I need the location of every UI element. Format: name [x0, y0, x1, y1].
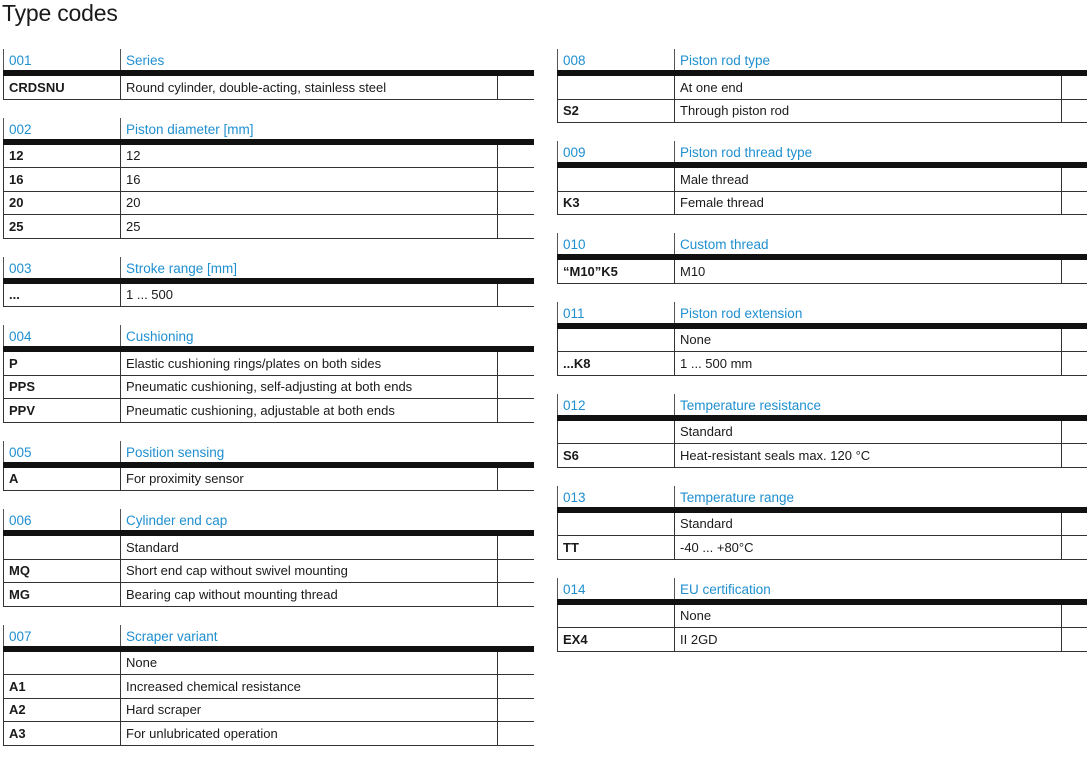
selection-box[interactable] — [498, 145, 534, 168]
selection-box[interactable] — [498, 192, 534, 215]
option-code: A1 — [3, 675, 121, 698]
option-description: Standard — [121, 536, 498, 559]
option-code: 25 — [3, 215, 121, 238]
selection-box[interactable] — [498, 215, 534, 238]
selection-box[interactable] — [498, 168, 534, 191]
option-description: For unlubricated operation — [121, 722, 498, 745]
option-description: Increased chemical resistance — [121, 675, 498, 698]
selection-box[interactable] — [1062, 421, 1087, 444]
option-code: K3 — [557, 192, 675, 215]
block-header — [557, 301, 1087, 329]
option-code: MG — [3, 583, 121, 606]
block-label: Cushioning — [126, 329, 194, 344]
table-row — [557, 76, 1087, 100]
block-header — [557, 393, 1087, 421]
block-number: 002 — [3, 118, 121, 139]
option-description: Heat-resistant seals max. 120 °C — [675, 444, 1062, 467]
page-title: Type codes — [2, 0, 118, 26]
option-description: Standard — [675, 513, 1062, 536]
block-header — [557, 140, 1087, 168]
option-code: “M10”K5 — [557, 260, 675, 283]
block-header — [3, 256, 534, 284]
selection-box[interactable] — [1062, 192, 1087, 215]
block-number: 012 — [557, 394, 675, 415]
block-header — [3, 624, 534, 652]
block-number: 004 — [3, 325, 121, 346]
right-column — [557, 48, 1087, 669]
table-row — [3, 699, 534, 723]
type-code-block-004 — [3, 324, 534, 423]
option-description: None — [121, 652, 498, 675]
block-number: 011 — [557, 302, 675, 323]
option-description: 25 — [121, 215, 498, 238]
selection-box[interactable] — [1062, 513, 1087, 536]
table-row — [3, 215, 534, 239]
type-code-block-008 — [557, 48, 1087, 123]
option-description: Elastic cushioning rings/plates on both sides — [121, 352, 498, 375]
option-description: M10 — [675, 260, 1062, 283]
selection-box[interactable] — [498, 536, 534, 559]
table-row — [3, 583, 534, 607]
option-code — [557, 168, 675, 191]
table-row — [557, 513, 1087, 537]
table-row — [557, 100, 1087, 124]
table-row — [3, 284, 534, 308]
selection-box[interactable] — [1062, 260, 1087, 283]
option-code: ... — [3, 284, 121, 307]
table-row — [557, 444, 1087, 468]
type-code-block-007 — [3, 624, 534, 746]
table-row — [557, 329, 1087, 353]
block-label: Series — [126, 53, 165, 68]
option-code: 16 — [3, 168, 121, 191]
block-header — [557, 232, 1087, 260]
selection-box[interactable] — [1062, 536, 1087, 559]
option-description: 16 — [121, 168, 498, 191]
block-number: 007 — [3, 625, 121, 646]
block-label: EU certification — [680, 581, 771, 597]
option-code: TT — [557, 536, 675, 559]
block-number: 014 — [557, 578, 675, 599]
table-row — [557, 168, 1087, 192]
type-code-block-003 — [3, 256, 534, 308]
block-label: Custom thread — [680, 237, 769, 252]
block-label: Temperature resistance — [680, 397, 822, 413]
type-code-block-005 — [3, 440, 534, 492]
table-row — [3, 675, 534, 699]
table-row — [557, 421, 1087, 445]
table-row — [557, 192, 1087, 216]
type-code-block-013 — [557, 485, 1087, 560]
option-description: 12 — [121, 145, 498, 168]
block-label: Piston rod thread type — [680, 145, 813, 160]
selection-box[interactable] — [498, 376, 534, 399]
option-code: 20 — [3, 192, 121, 215]
table-row — [3, 168, 534, 192]
selection-box[interactable] — [1062, 168, 1087, 191]
option-description: At one end — [675, 76, 1062, 99]
option-code: EX4 — [557, 628, 675, 651]
block-number: 001 — [3, 49, 121, 70]
selection-box[interactable] — [498, 76, 534, 99]
block-header — [557, 577, 1087, 605]
selection-box[interactable] — [498, 560, 534, 583]
table-row — [3, 536, 534, 560]
option-description: Pneumatic cushioning, adjustable at both ends — [121, 399, 498, 422]
type-code-block-009 — [557, 140, 1087, 215]
block-label: Temperature range — [680, 489, 795, 505]
table-row — [3, 192, 534, 216]
block-header — [3, 48, 534, 76]
table-row — [3, 76, 534, 100]
selection-box[interactable] — [1062, 628, 1087, 651]
selection-box[interactable] — [498, 583, 534, 606]
table-row — [3, 468, 534, 492]
type-code-block-010 — [557, 232, 1087, 284]
block-header — [3, 324, 534, 352]
selection-box[interactable] — [1062, 76, 1087, 99]
block-number: 006 — [3, 509, 121, 530]
block-label: Stroke range [mm] — [126, 260, 238, 276]
table-row — [3, 352, 534, 376]
table-row — [3, 652, 534, 676]
left-column — [3, 48, 534, 763]
option-description: For proximity sensor — [121, 468, 498, 491]
option-description: 1 ... 500 — [121, 284, 498, 307]
selection-box[interactable] — [1062, 352, 1087, 375]
type-code-block-002 — [3, 117, 534, 239]
selection-box[interactable] — [1062, 100, 1087, 123]
block-number: 005 — [3, 441, 121, 462]
option-code: P — [3, 352, 121, 375]
option-code: CRDSNU — [3, 76, 121, 99]
option-code — [557, 421, 675, 444]
selection-box[interactable] — [498, 652, 534, 675]
selection-box[interactable] — [498, 699, 534, 722]
block-label: Cylinder end cap — [126, 513, 228, 528]
block-number: 013 — [557, 486, 675, 507]
option-code: A — [3, 468, 121, 491]
option-description: Short end cap without swivel mounting — [121, 560, 498, 583]
table-row — [3, 145, 534, 169]
option-code: MQ — [3, 560, 121, 583]
option-description: Through piston rod — [675, 100, 1062, 123]
option-code — [3, 536, 121, 559]
table-row — [557, 352, 1087, 376]
option-description: Female thread — [675, 192, 1062, 215]
option-code: A3 — [3, 722, 121, 745]
block-number: 010 — [557, 233, 675, 254]
table-row — [3, 722, 534, 746]
block-label: Scraper variant — [126, 628, 218, 644]
option-code: 12 — [3, 145, 121, 168]
type-code-block-001 — [3, 48, 534, 100]
selection-box[interactable] — [498, 352, 534, 375]
selection-box[interactable] — [1062, 444, 1087, 467]
block-header — [3, 117, 534, 145]
option-code: ...K8 — [557, 352, 675, 375]
type-code-block-012 — [557, 393, 1087, 468]
option-code — [3, 652, 121, 675]
selection-box[interactable] — [498, 468, 534, 491]
table-row — [557, 605, 1087, 629]
option-description: -40 ... +80°C — [675, 536, 1062, 559]
selection-box[interactable] — [498, 284, 534, 307]
selection-box[interactable] — [498, 722, 534, 745]
option-description: Pneumatic cushioning, self-adjusting at both ends — [121, 376, 498, 399]
option-code — [557, 329, 675, 352]
table-row — [3, 560, 534, 584]
option-description: None — [675, 329, 1062, 352]
type-code-block-011 — [557, 301, 1087, 376]
selection-box[interactable] — [1062, 329, 1087, 352]
block-number: 008 — [557, 49, 675, 70]
table-row — [3, 399, 534, 423]
table-row — [3, 376, 534, 400]
block-header — [557, 48, 1087, 76]
option-code: PPS — [3, 376, 121, 399]
block-header — [3, 508, 534, 536]
option-description: Bearing cap without mounting thread — [121, 583, 498, 606]
option-code: S2 — [557, 100, 675, 123]
option-code — [557, 513, 675, 536]
option-description: 1 ... 500 mm — [675, 352, 1062, 375]
option-description: None — [675, 605, 1062, 628]
option-code — [557, 76, 675, 99]
option-description: Hard scraper — [121, 699, 498, 722]
block-label: Position sensing — [126, 444, 225, 460]
selection-box[interactable] — [1062, 605, 1087, 628]
table-row — [557, 536, 1087, 560]
option-description: Standard — [675, 421, 1062, 444]
block-header — [557, 485, 1087, 513]
block-label: Piston rod extension — [680, 305, 803, 321]
type-code-block-006 — [3, 508, 534, 607]
block-number: 009 — [557, 141, 675, 162]
block-label: Piston rod type — [680, 53, 771, 68]
option-code: A2 — [3, 699, 121, 722]
block-label: Piston diameter [mm] — [126, 121, 254, 137]
table-row — [557, 260, 1087, 284]
option-description: Male thread — [675, 168, 1062, 191]
selection-box[interactable] — [498, 399, 534, 422]
option-code: PPV — [3, 399, 121, 422]
selection-box[interactable] — [498, 675, 534, 698]
block-number: 003 — [3, 257, 121, 278]
option-description: 20 — [121, 192, 498, 215]
block-header — [3, 440, 534, 468]
table-row — [557, 628, 1087, 652]
option-code — [557, 605, 675, 628]
option-description: Round cylinder, double-acting, stainless steel — [121, 76, 498, 99]
type-code-block-014 — [557, 577, 1087, 652]
option-description: II 2GD — [675, 628, 1062, 651]
option-code: S6 — [557, 444, 675, 467]
